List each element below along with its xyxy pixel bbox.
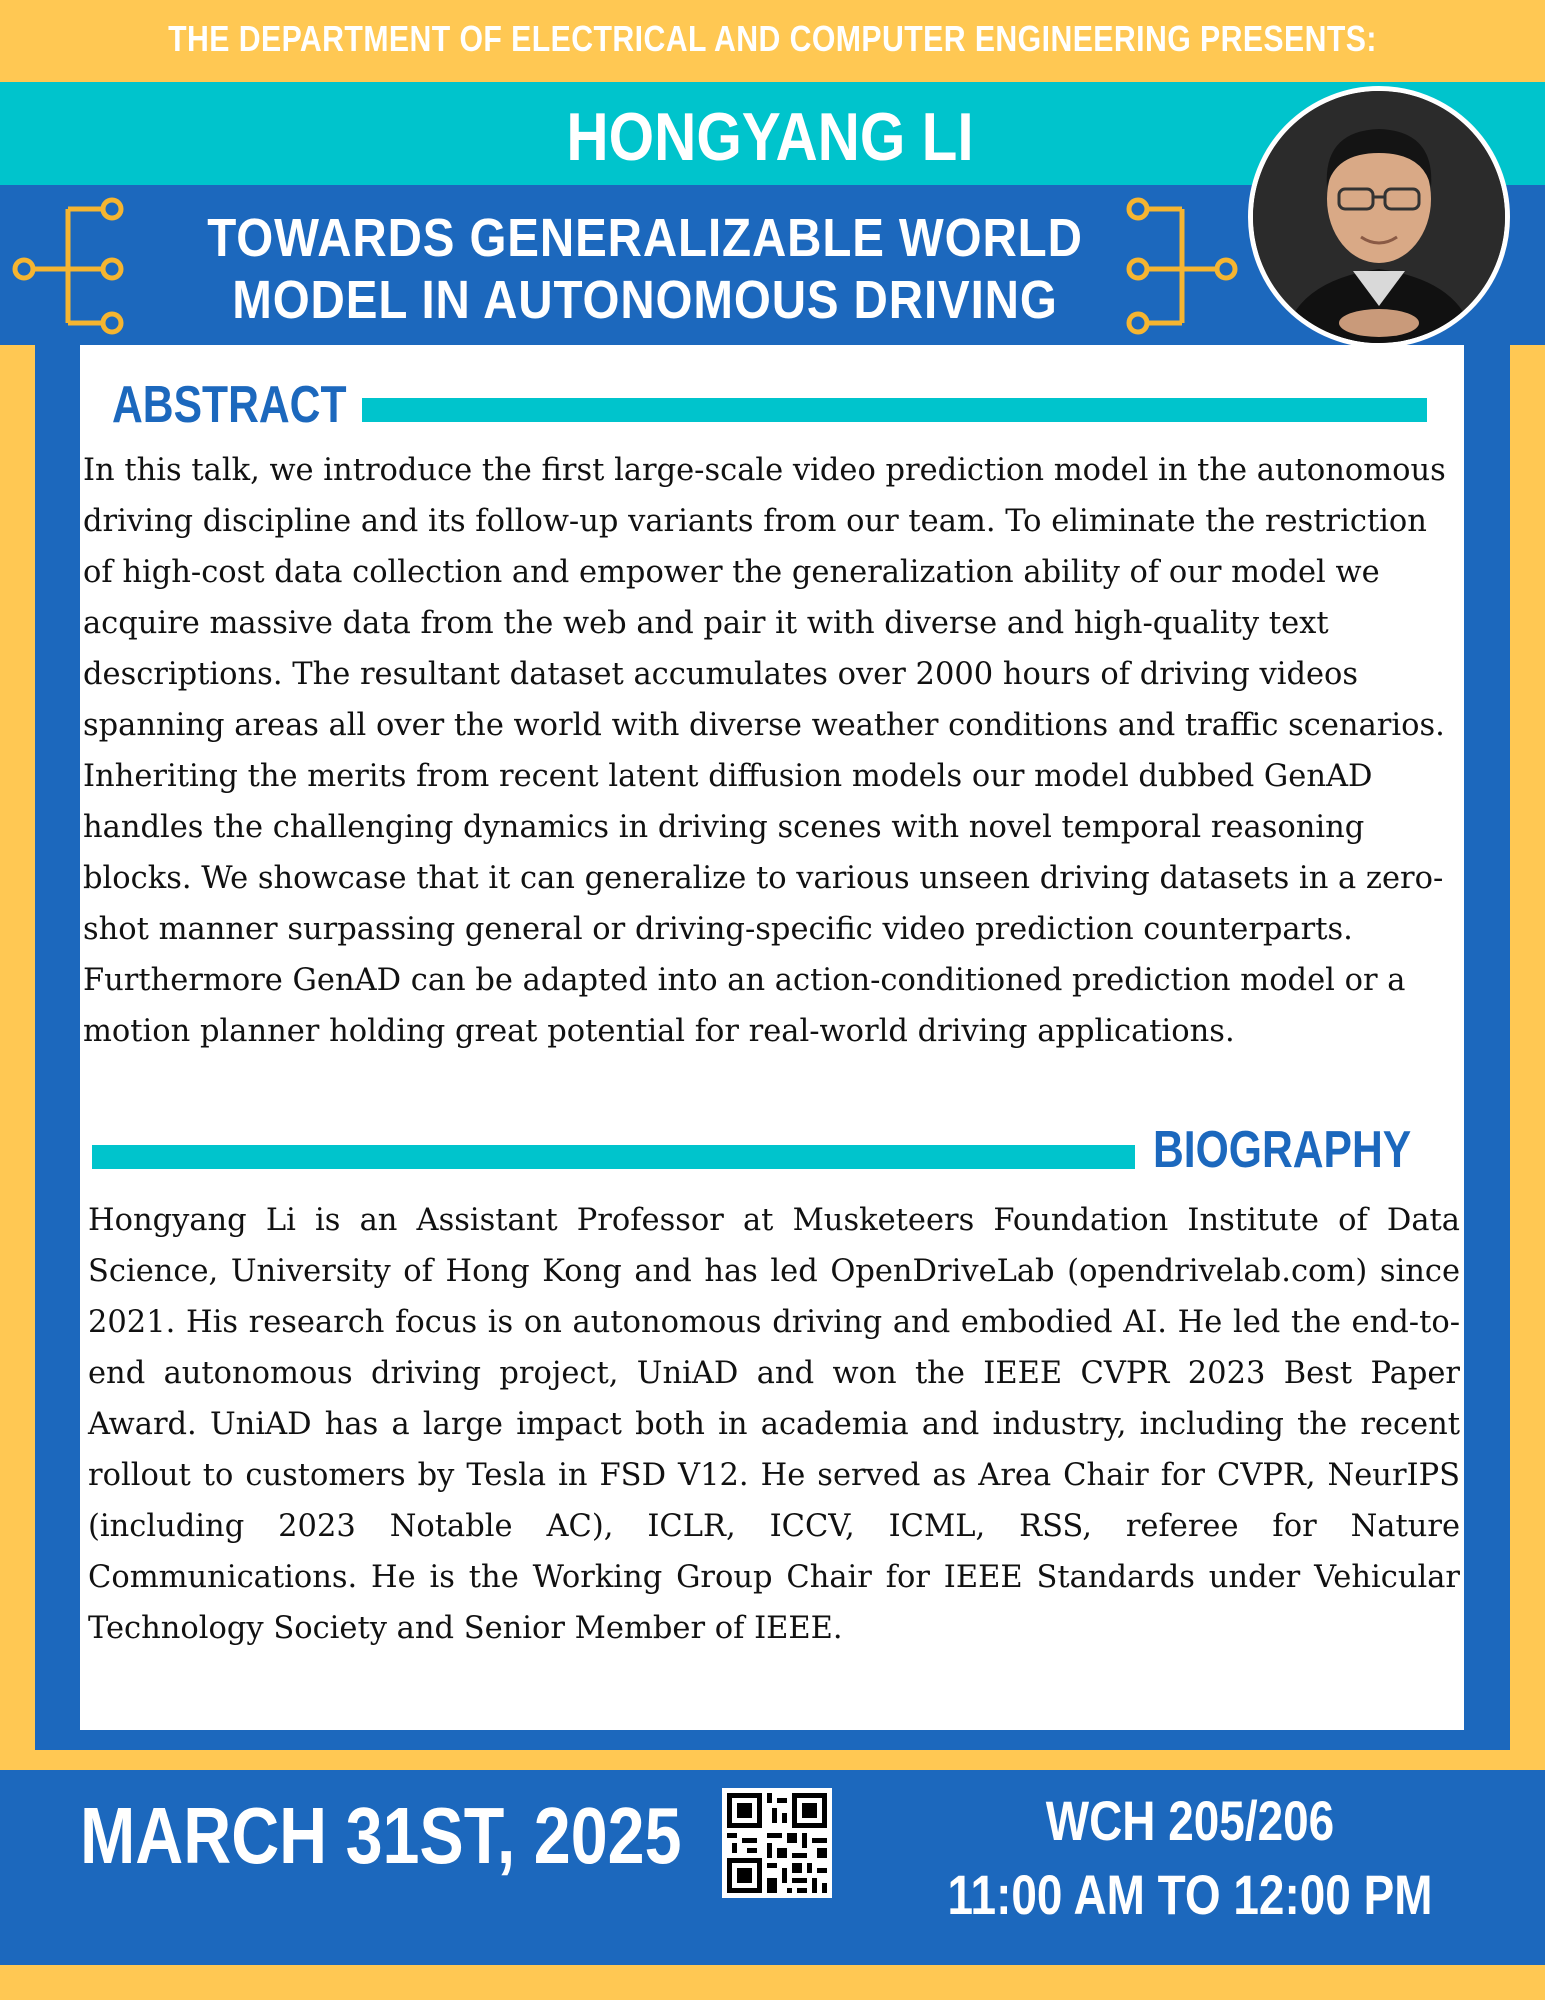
biography-heading: BIOGRAPHY <box>1153 1121 1412 1179</box>
abstract-heading: ABSTRACT <box>112 376 347 434</box>
presents-text: THE DEPARTMENT OF ELECTRICAL AND COMPUTER ENGINEERING PRESENTS: <box>168 18 1377 59</box>
circuit-icon <box>1120 195 1240 335</box>
talk-title-line2: MODEL IN AUTONOMOUS DRIVING <box>232 270 1058 330</box>
talk-title-line1: TOWARDS GENERALIZABLE WORLD <box>207 208 1083 268</box>
bottom-strip <box>0 1965 1545 2000</box>
event-room: WCH 205/206 <box>1045 1789 1335 1852</box>
biography-text: Hongyang Li is an Assistant Professor at Musketeers Foundation Institute of Data Science, University of Hong Kong and has led OpenDriveLab (opendrivelab.com) since 2021. His research focus is on autonomous driving and embodied AI. He led the end-to-end autonomous driving project, UniAD and won the IEEE CVPR 2023 Best Paper Award. UniAD has a large impact both in academia and industry, including the recent rollout to customers by Tesla in FSD V12. He served as Area Chair for CVPR, NeurIPS (including 2023 Notable AC), ICLR, ICCV, ICML, RSS, referee for Nature Communications. He is the Working Group Chair for IEEE Standards under Vehicular Technology Society and Senior Member of IEEE. <box>88 1203 1460 1646</box>
event-time: 11:00 AM TO 12:00 PM <box>947 1863 1433 1926</box>
abstract-text: In this talk, we introduce the first large-scale video prediction model in the autonomous driving discipline and its follow-up variants from our team. To eliminate the restriction of high-cost data collection and empower the generalization ability of our model we acquire massive data from the web and pair it with diverse and high-quality text descriptions. The resultant dataset accumulates over 2000 hours of driving videos spanning areas all over the world with diverse weather conditions and traffic scenarios. Inheriting the merits from recent latent diffusion models our model dubbed GenAD handles the challenging dynamics in driving scenes with novel temporal reasoning blocks. We showcase that it can generalize to various unseen driving datasets in a zero-shot manner surpassing general or driving-specific video prediction counterparts. Furthermore GenAD can be adapted into an action-conditioned prediction model or a motion planner holding great potential for real-world driving applications. <box>83 453 1446 1049</box>
abstract-rule <box>362 398 1427 422</box>
event-date: MARCH 31ST, 2025 <box>80 1791 682 1880</box>
speaker-portrait-icon <box>1253 91 1505 343</box>
speaker-name: HONGYANG LI <box>566 99 974 175</box>
biography-rule <box>92 1145 1135 1169</box>
qr-code-icon[interactable] <box>722 1788 832 1898</box>
circuit-icon <box>10 195 130 335</box>
top-banner <box>0 0 1545 82</box>
speaker-photo <box>1248 86 1510 348</box>
